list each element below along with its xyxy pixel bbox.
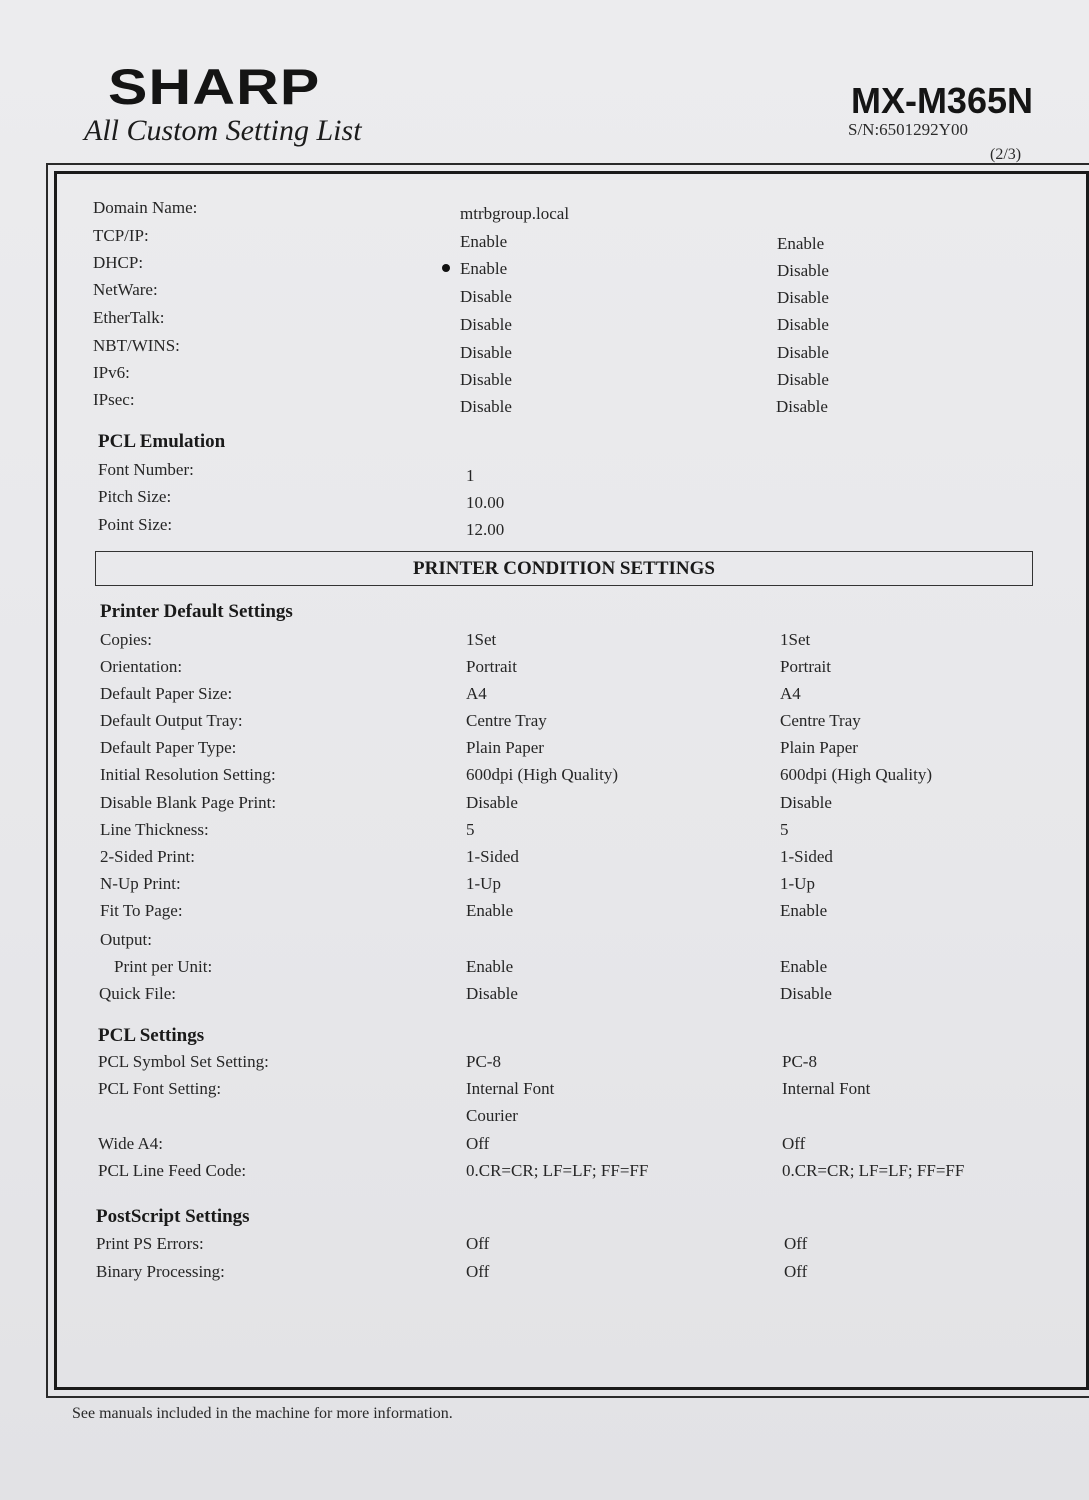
setting-value-2: Internal Font — [782, 1079, 871, 1098]
setting-value-1: mtrbgroup.local — [460, 204, 570, 223]
setting-value-2: 1-Up — [780, 874, 815, 893]
setting-label: Print per Unit: — [114, 957, 213, 976]
setting-value-1: Enable — [460, 232, 508, 251]
setting-value-2: PC-8 — [782, 1052, 817, 1071]
setting-label: Orientation: — [100, 657, 183, 676]
setting-value-2: Centre Tray — [780, 711, 861, 730]
setting-value-1: 12.00 — [466, 520, 505, 539]
setting-value-1: Portrait — [466, 657, 517, 676]
setting-value-1: Off — [466, 1234, 490, 1253]
setting-value-1: Disable — [460, 370, 512, 389]
setting-value-2: Disable — [780, 984, 832, 1003]
setting-label: NetWare: — [93, 280, 158, 299]
setting-label: Wide A4: — [98, 1134, 163, 1153]
setting-value-1: Off — [466, 1262, 490, 1281]
setting-label: Quick File: — [99, 984, 176, 1003]
setting-value-2: Disable — [780, 793, 832, 812]
setting-value-2: A4 — [780, 684, 801, 703]
setting-label: IPv6: — [93, 363, 130, 382]
setting-value-2: 5 — [780, 820, 789, 839]
setting-label: N-Up Print: — [100, 874, 181, 893]
setting-value-1: A4 — [466, 684, 487, 703]
setting-value-2: Enable — [780, 901, 828, 920]
setting-label: Print PS Errors: — [96, 1234, 204, 1253]
setting-label: PCL Font Setting: — [98, 1079, 222, 1098]
page-number: (2/3) — [990, 146, 1022, 163]
sharp-logo: SHARP — [108, 59, 321, 115]
setting-label: Domain Name: — [93, 198, 198, 217]
setting-value-1: Internal Font — [466, 1079, 555, 1098]
setting-value-1: Off — [466, 1134, 490, 1153]
printer-condition-banner: PRINTER CONDITION SETTINGS — [95, 551, 1033, 586]
setting-label: NBT/WINS: — [93, 336, 180, 355]
setting-value-2: Off — [782, 1134, 806, 1153]
setting-value-2: Disable — [777, 315, 829, 334]
setting-value-2: 1Set — [780, 630, 811, 649]
selected-bullet-icon — [442, 259, 460, 279]
section-title-pcl-emulation: PCL Emulation — [98, 431, 226, 452]
setting-value-2: Plain Paper — [780, 738, 858, 757]
setting-value-2: 0.CR=CR; LF=LF; FF=FF — [782, 1161, 965, 1180]
setting-value-2: Off — [784, 1234, 808, 1253]
setting-label: Default Paper Size: — [100, 684, 233, 703]
setting-label: Font Number: — [98, 460, 194, 479]
setting-value-1: PC-8 — [466, 1052, 501, 1071]
setting-value-1: Disable — [460, 397, 512, 416]
setting-value-2: Off — [784, 1262, 808, 1281]
setting-label: Output: — [100, 930, 152, 949]
setting-value-1: 10.00 — [466, 493, 505, 512]
setting-value-1: Disable — [460, 343, 512, 362]
setting-value-1: Courier — [466, 1106, 518, 1125]
setting-label: Disable Blank Page Print: — [100, 793, 277, 812]
setting-label: PCL Line Feed Code: — [98, 1161, 247, 1180]
setting-label: Copies: — [100, 630, 152, 649]
setting-value-1: Plain Paper — [466, 738, 544, 757]
setting-value-1: 1-Up — [466, 874, 501, 893]
setting-value-1: 5 — [466, 820, 475, 839]
setting-label: Initial Resolution Setting: — [100, 765, 276, 784]
model-number: MX-M365N — [850, 80, 1033, 121]
setting-value-2: Disable — [777, 343, 829, 362]
setting-value-2: Disable — [777, 261, 829, 280]
setting-label: 2-Sided Print: — [100, 847, 195, 866]
setting-value-2: Disable — [776, 397, 828, 416]
setting-label: EtherTalk: — [93, 308, 165, 327]
serial-number: S/N:6501292Y00 — [848, 120, 968, 139]
setting-value-2: 600dpi (High Quality) — [780, 765, 933, 784]
setting-label: Default Output Tray: — [100, 711, 243, 730]
setting-label: Binary Processing: — [96, 1262, 225, 1281]
setting-label: IPsec: — [93, 390, 135, 409]
setting-value-2: Disable — [777, 370, 829, 389]
setting-value-2: Enable — [780, 957, 828, 976]
setting-value-1: Enable — [466, 901, 514, 920]
setting-label: Pitch Size: — [98, 487, 172, 506]
section-title-pcl-settings: PCL Settings — [98, 1025, 205, 1046]
setting-value-1: Enable — [466, 957, 514, 976]
setting-value-1: 600dpi (High Quality) — [466, 765, 619, 784]
setting-value-2: 1-Sided — [780, 847, 833, 866]
setting-value-1: 0.CR=CR; LF=LF; FF=FF — [466, 1161, 649, 1180]
setting-value-1: Centre Tray — [466, 711, 547, 730]
setting-value-1: Disable — [466, 793, 518, 812]
setting-value-2: Disable — [777, 288, 829, 307]
setting-value-2: Enable — [777, 234, 825, 253]
setting-value-1: Disable — [466, 984, 518, 1003]
setting-value-1: Disable — [460, 287, 512, 306]
setting-value-1: 1Set — [466, 630, 497, 649]
section-title-printer-defaults: Printer Default Settings — [100, 601, 293, 622]
document-title: All Custom Setting List — [84, 114, 362, 147]
setting-value-1: 1-Sided — [466, 847, 519, 866]
setting-label: PCL Symbol Set Setting: — [98, 1052, 269, 1071]
setting-value-1: Enable — [460, 259, 508, 278]
setting-label: Fit To Page: — [100, 901, 183, 920]
setting-label: DHCP: — [93, 253, 144, 272]
footer-note: See manuals included in the machine for more information. — [72, 1405, 453, 1422]
setting-label: Point Size: — [98, 515, 173, 534]
setting-value-1: Disable — [460, 315, 512, 334]
setting-value-2: Portrait — [780, 657, 831, 676]
setting-label: Line Thickness: — [100, 820, 209, 839]
setting-label: Default Paper Type: — [100, 738, 237, 757]
setting-value-1: 1 — [466, 466, 475, 485]
section-title-postscript: PostScript Settings — [96, 1206, 250, 1227]
setting-label: TCP/IP: — [93, 226, 149, 245]
